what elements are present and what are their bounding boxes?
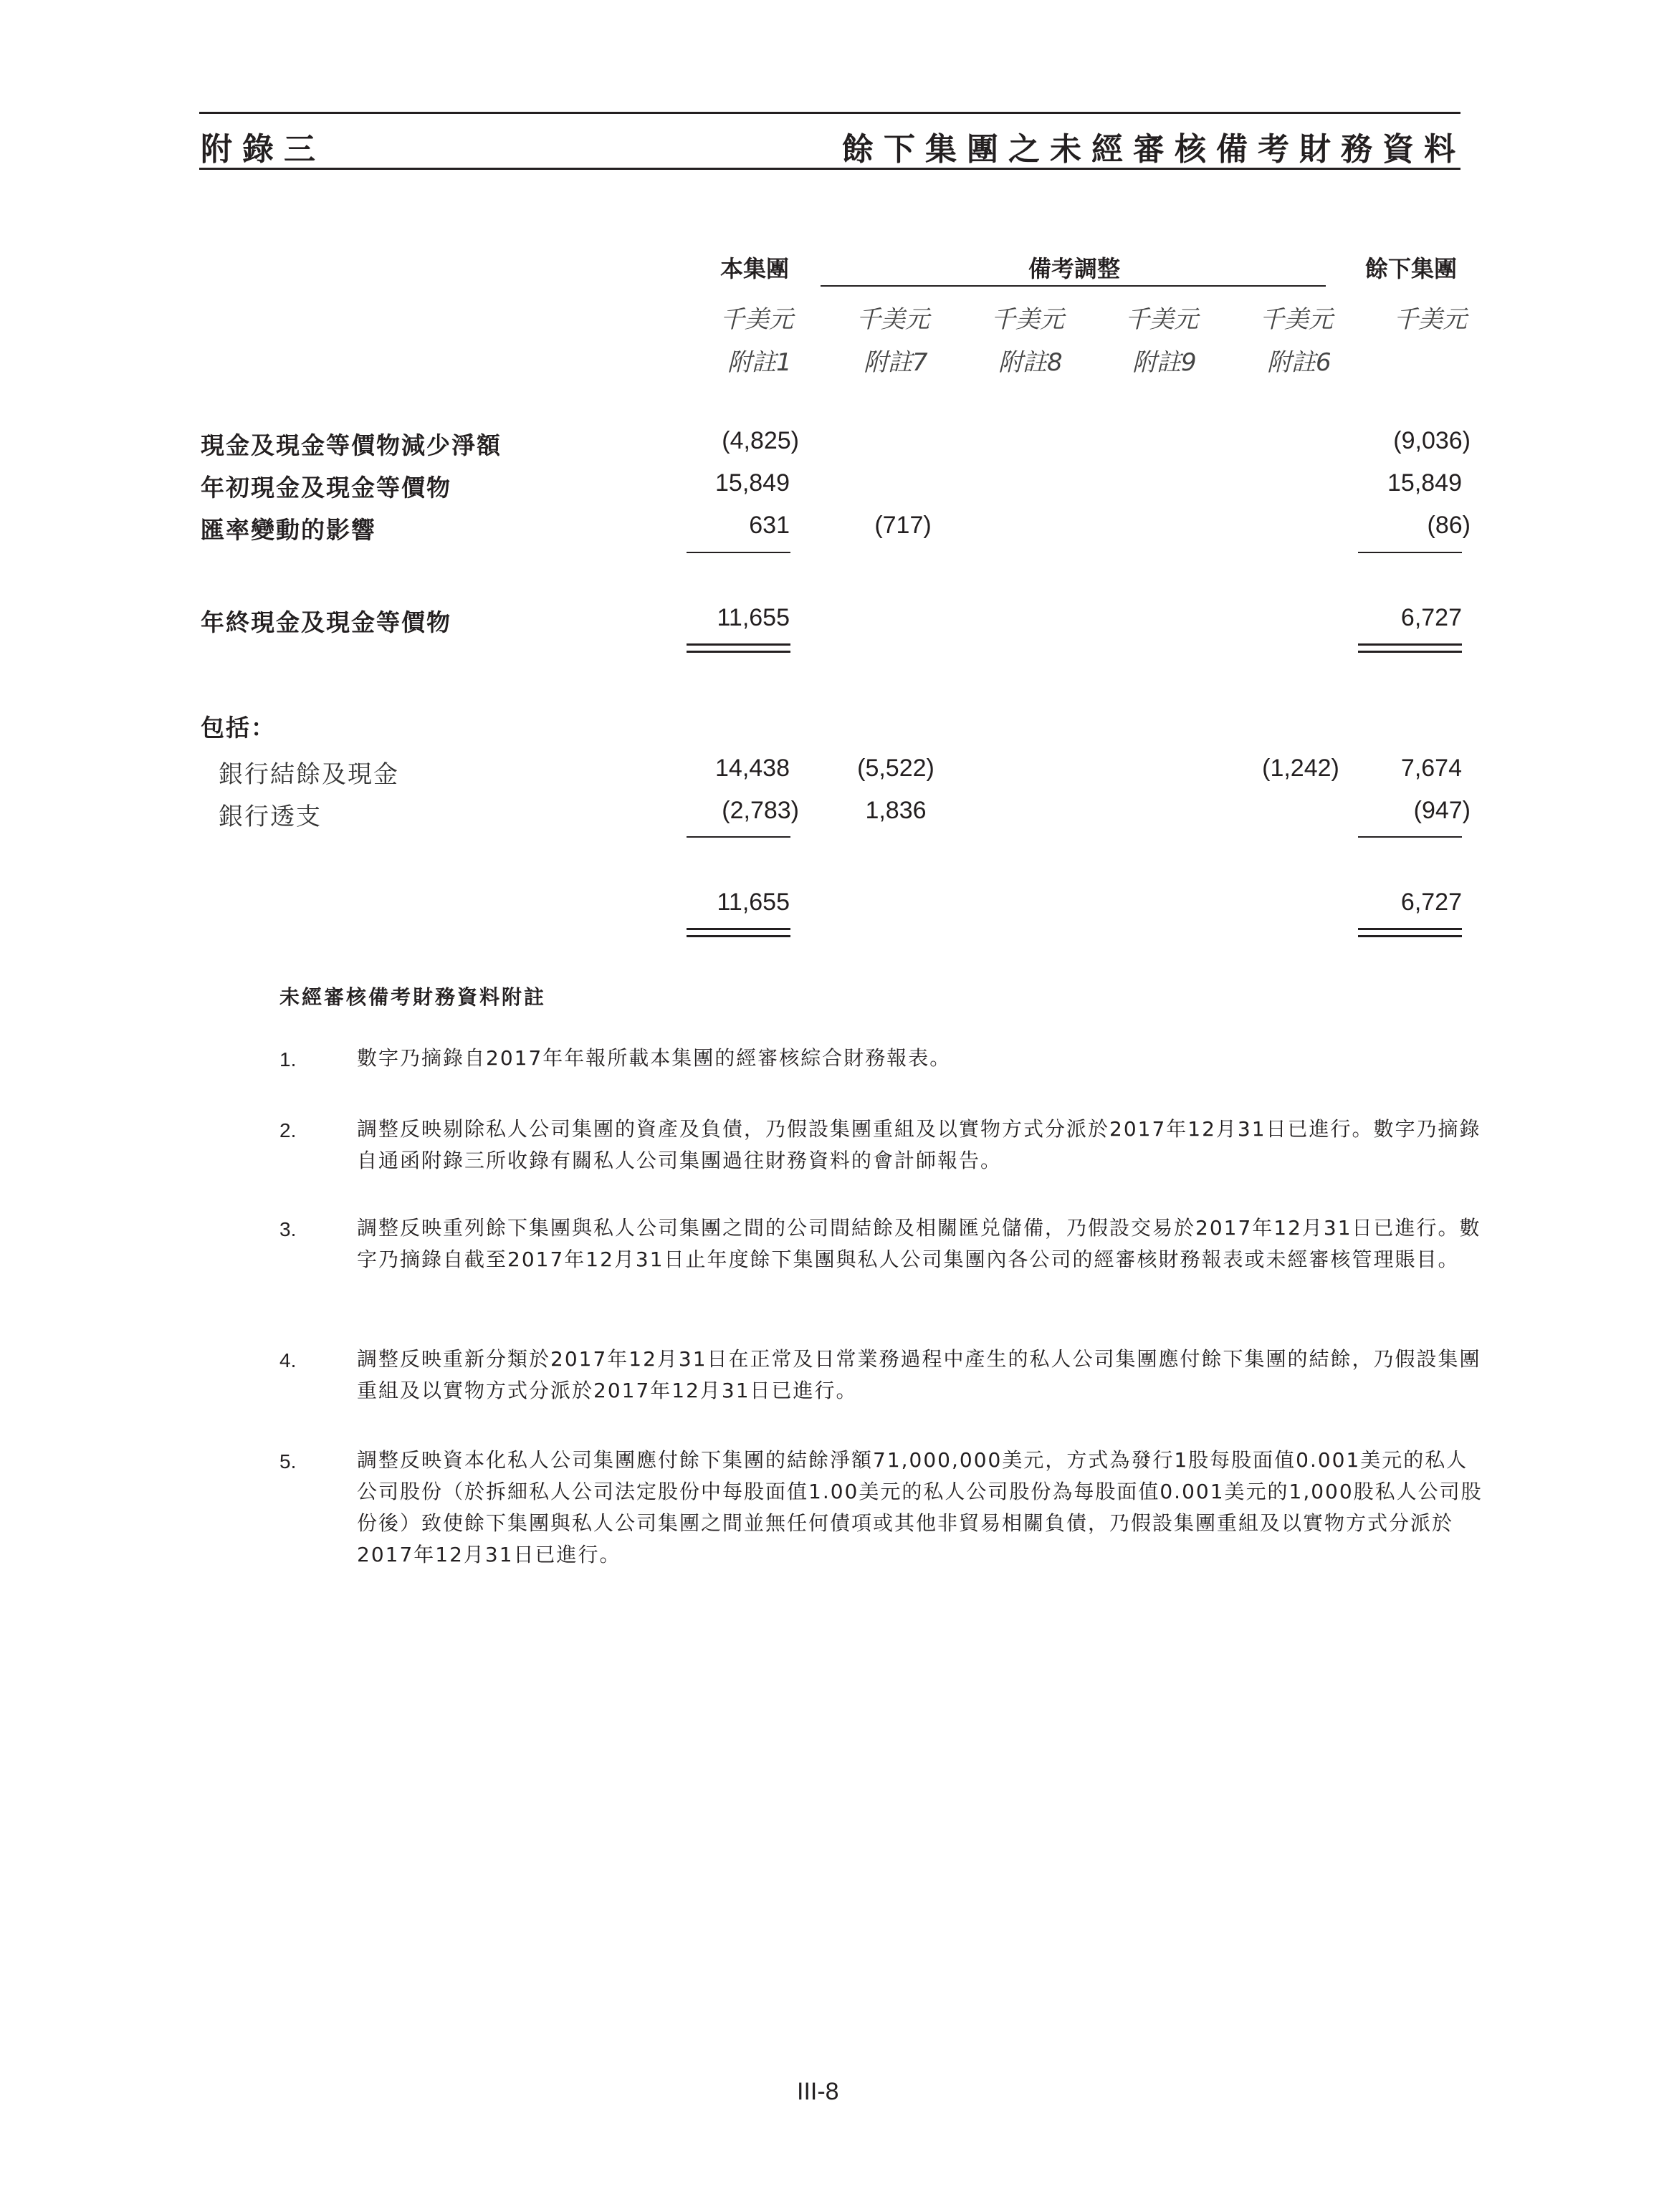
col-remaining-heading: 餘下集團 bbox=[1365, 255, 1458, 282]
beginning-remaining-value: 15,849 bbox=[1387, 469, 1462, 497]
overdraft-adj7-value: 1,836 bbox=[865, 797, 927, 824]
appendix-label: 附錄三 bbox=[201, 131, 325, 168]
subtotal-rule-col1 bbox=[687, 552, 790, 553]
row-label-decrease: 現金及現金等價物減少淨額 bbox=[201, 431, 502, 459]
unit-col3: 千美元 bbox=[991, 305, 1064, 334]
double-rule2-col6-a bbox=[1358, 928, 1462, 930]
bank-adj6-value: (1,242) bbox=[1262, 755, 1339, 782]
unit-col1: 千美元 bbox=[720, 305, 793, 334]
row-label-fx: 匯率變動的影響 bbox=[201, 516, 376, 544]
adjustments-heading-rule bbox=[821, 285, 1326, 287]
col-group-heading: 本集團 bbox=[720, 255, 790, 282]
bank-adj7-value: (5,522) bbox=[857, 755, 934, 782]
double-rule2-col6-b bbox=[1358, 935, 1462, 937]
row-label-beginning: 年初現金及現金等價物 bbox=[201, 474, 451, 502]
subtotal2-rule-col1 bbox=[687, 836, 790, 838]
page-title: 餘下集團之未經審核備考財務資料 bbox=[842, 131, 1466, 168]
note-number-3: 3. bbox=[279, 1218, 297, 1240]
subtotal2-rule-col6 bbox=[1358, 836, 1462, 838]
double-rule-col1-b bbox=[687, 651, 790, 653]
note-number-1: 1. bbox=[279, 1048, 297, 1071]
note-text-2: 調整反映剔除私人公司集團的資產及負債，乃假設集團重組及以實物方式分派於2017年12月31日已進行。數字乃摘錄自通函附錄三所收錄有關私人公司集團過往財務資料的會計師報告。 bbox=[357, 1117, 1481, 1172]
note-ref-col2: 附註7 bbox=[864, 348, 928, 377]
note-number-4: 4. bbox=[279, 1349, 297, 1371]
note-text-4: 調整反映重新分類於2017年12月31日在正常及日常業務過程中產生的私人公司集團應付餘下集團的結餘，乃假設集團重組及以實物方式分派於2017年12月31日已進行。 bbox=[357, 1347, 1481, 1402]
double-rule-col6-a bbox=[1358, 643, 1462, 646]
note-number-5: 5. bbox=[279, 1450, 297, 1473]
double-rule-col1-a bbox=[687, 643, 790, 646]
header-bottom-rule bbox=[199, 168, 1460, 170]
double-rule2-col1-a bbox=[687, 928, 790, 930]
notes-heading: 未經審核備考財務資料附註 bbox=[279, 985, 547, 1009]
note-text-3: 調整反映重列餘下集團與私人公司集團之間的公司間結餘及相關匯兑儲備，乃假設交易於2017年12月31日已進行。數字乃摘錄自截至2017年12月31日止年度餘下集團與私人公司集團內各公司的經審核財務報表或未經審核管理賬目。 bbox=[357, 1216, 1481, 1271]
unit-col5: 千美元 bbox=[1260, 305, 1333, 334]
fx-remaining-value: (86) bbox=[1427, 512, 1471, 539]
total-group-value: 11,655 bbox=[717, 889, 790, 916]
page-number: III-8 bbox=[797, 2078, 839, 2105]
note-ref-col5: 附註6 bbox=[1267, 348, 1331, 377]
row-label-end: 年終現金及現金等價物 bbox=[201, 608, 451, 636]
total-remaining-value: 6,727 bbox=[1400, 889, 1462, 916]
col-adjustments-heading: 備考調整 bbox=[1028, 255, 1121, 282]
bank-group-value: 14,438 bbox=[715, 755, 790, 782]
note-text-5: 調整反映資本化私人公司集團應付餘下集團的結餘淨額71,000,000美元，方式為發行1股每股面值0.001美元的私人公司股份（於拆細私人公司法定股份中每股面值1.00美元的私人公司股份為每股面值0.001美元的1,000股私人公司股份後）致使餘下集團與私人公司集團之間並無任何債項或其他非貿易相關負債，乃假設集團重組及以實物方式分派於2017年12月31日已進行。 bbox=[357, 1448, 1483, 1566]
unit-col6: 千美元 bbox=[1394, 305, 1467, 334]
row-label-bank: 銀行結餘及現金 bbox=[219, 760, 399, 789]
note-text-1: 數字乃摘錄自2017年年報所載本集團的經審核綜合財務報表。 bbox=[357, 1046, 952, 1070]
end-group-value: 11,655 bbox=[717, 604, 790, 631]
note-ref-col3: 附註8 bbox=[998, 348, 1063, 377]
note-number-2: 2. bbox=[279, 1119, 297, 1141]
beginning-group-value: 15,849 bbox=[715, 469, 790, 497]
decrease-group-value: (4,825) bbox=[722, 427, 799, 454]
end-remaining-value: 6,727 bbox=[1400, 604, 1462, 631]
subtotal-rule-col6 bbox=[1358, 552, 1462, 553]
unit-col2: 千美元 bbox=[856, 305, 929, 334]
fx-adj7-value: (717) bbox=[874, 512, 932, 539]
bank-remaining-value: 7,674 bbox=[1400, 755, 1462, 782]
row-label-overdraft: 銀行透支 bbox=[219, 803, 322, 831]
note-ref-col1: 附註1 bbox=[727, 348, 792, 377]
double-rule2-col1-b bbox=[687, 935, 790, 937]
overdraft-group-value: (2,783) bbox=[722, 797, 799, 824]
decrease-remaining-value: (9,036) bbox=[1393, 427, 1471, 454]
row-label-include: 包括： bbox=[201, 714, 276, 742]
double-rule-col6-b bbox=[1358, 651, 1462, 653]
header-top-rule bbox=[199, 112, 1460, 114]
unit-col4: 千美元 bbox=[1125, 305, 1198, 334]
note-ref-col4: 附註9 bbox=[1132, 348, 1197, 377]
overdraft-remaining-value: (947) bbox=[1413, 797, 1471, 824]
fx-group-value: 631 bbox=[749, 512, 790, 539]
